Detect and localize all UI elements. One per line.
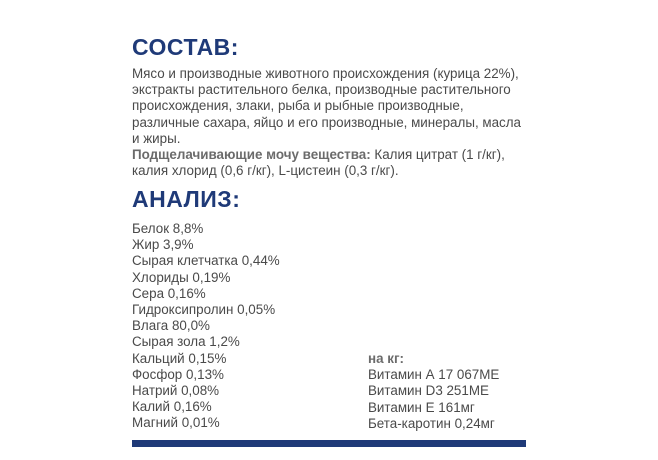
analysis-item-protein: Белок 8,8% — [132, 221, 204, 236]
analysis-item-hydroxyproline: Гидроксипролин 0,05% — [132, 302, 276, 318]
analysis-item-magnesium: Магний 0,01% — [132, 415, 220, 431]
vitamins-block — [368, 351, 499, 432]
analysis-item-calcium: Кальций 0,15% — [132, 350, 227, 366]
vitamin-item-e: Витамин Е 161мг — [368, 399, 475, 415]
analysis-item-fat: Жир 3,9% — [132, 237, 194, 253]
bottom-divider-bar — [132, 440, 526, 447]
analysis-item-potassium: Калий 0,16% — [132, 399, 212, 415]
composition-text-block — [132, 66, 532, 179]
analysis-list — [132, 221, 280, 432]
vitamins-list — [368, 367, 499, 432]
vitamin-item-a: Витамин А 17 067МЕ — [368, 367, 500, 383]
composition-heading: СОСТАВ: — [132, 34, 239, 60]
analysis-item-sulfur: Сера 0,16% — [132, 285, 206, 301]
analysis-heading: АНАЛИЗ: — [132, 186, 241, 212]
analysis-item-ash: Сырая зола 1,2% — [132, 334, 240, 350]
analysis-item-sodium: Натрий 0,08% — [132, 383, 220, 399]
vitamin-item-d3: Витамин D3 251МЕ — [368, 383, 489, 399]
vitamins-per-kg-label: на кг: — [368, 351, 404, 366]
composition-text: Мясо и производные животного происхождения (курица 22%), экстракты растительного белка, производные растительного происхождения, злаки, рыба и рыбные производные, различные сахара, яйцо и его производные, минералы, масла и жиры. — [132, 66, 521, 146]
alkalizing-label: Подщелачивающие мочу вещества: — [132, 147, 371, 163]
analysis-item-phosphorus: Фосфор 0,13% — [132, 366, 224, 382]
analysis-item-fiber: Сырая клетчатка 0,44% — [132, 253, 280, 269]
alkalizing-text: Калия цитрат (1 г/кг), калия хлорид (0,6 г/кг), L-цистеин (0,3 г/кг). — [132, 147, 505, 179]
vitamin-item-beta-carotene: Бета-каротин 0,24мг — [368, 415, 495, 431]
analysis-item-moisture: Влага 80,0% — [132, 318, 210, 334]
analysis-item-chlorides: Хлориды 0,19% — [132, 269, 231, 285]
